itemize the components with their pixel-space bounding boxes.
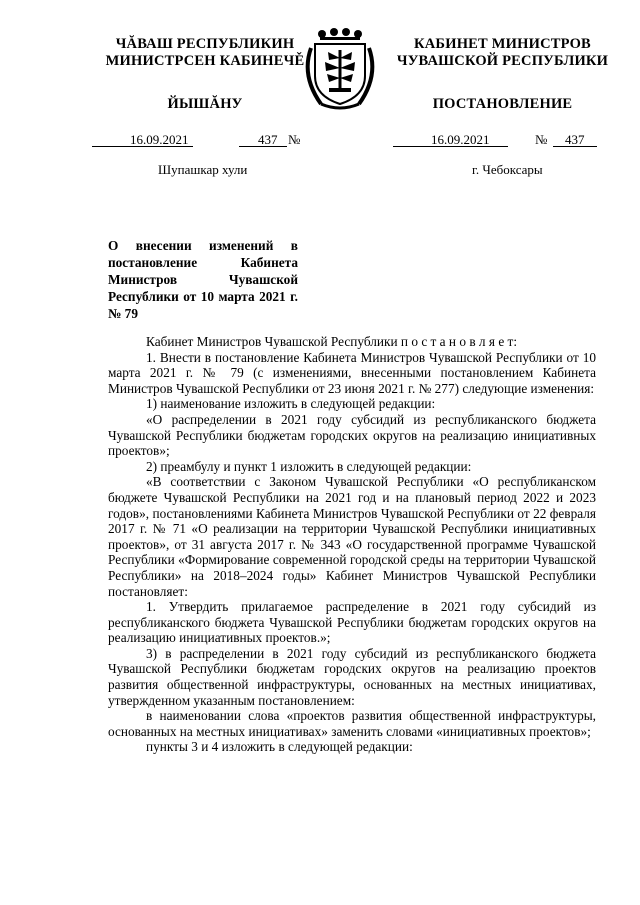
issuer-russian-line2: ЧУВАШСКОЙ РЕСПУБЛИКИ (396, 53, 609, 69)
paragraph: пункты 3 и 4 изложить в следующей редакции: (146, 739, 413, 755)
city-chuvash: Шупашкар хули (158, 162, 248, 177)
coat-of-arms-emblem (299, 26, 381, 112)
paragraph: «О распределении в 2021 году субсидий из республиканского бюджета Чувашской Республики бюджетам городских округов на реализацию инициативных проектов»; (108, 411, 596, 459)
paragraph: 1. Внести в постановление Кабинета Министров Чувашской Республики от 10 марта 2021 г. № 79 (с изменениями, внесенными постановлением Кабинета Министров Чувашской Республики от 23 июня 2021 г. № 277) следующие изменения: (108, 349, 596, 396)
issuer-chuvash-line2: МИНИСТРСЕН КАБИНЕЧĚ (105, 53, 305, 69)
paragraph: «В соответствии с Законом Чувашской Республики «О республиканском бюджете Чувашской Республики на 2021 год и на плановый период 2022 и 2023 годов», постановлениями Кабинета Министров Чувашской Республики от 22 февраля 2017 г. № 71 «О реализации на территории Чувашской Республики инициативных проектов», от 31 августа 2017 г. № 343 «О государственной программе Чувашской Республики «Формирование современной городской среды на территории Чувашской Республики» на 2018–2024 годы» Кабинет Министров Чувашской Республики постановляет: (108, 474, 596, 599)
issuer-chuvash-line1: ЧĂВАШ РЕСПУБЛИКИН (115, 36, 295, 52)
right-number-underline (553, 146, 597, 147)
right-date-underline (393, 146, 508, 147)
right-date: 16.09.2021 (431, 132, 490, 147)
document-subject: О внесении изменений в постановление Кабинета Министров Чувашской Республики от 10 марта 2021 г. № 79 (108, 238, 298, 321)
paragraph: 3) в распределении в 2021 году субсидий из республиканского бюджета Чувашской Республики бюджетам городских округов на реализацию проектов развития общественной инфраструктуры, основанных на местных инициативах, утвержденном указанным постановлением: (108, 645, 596, 708)
paragraph: в наименовании слова «проектов развития общественной инфраструктуры, основанных на местных инициативах» заменить словами «инициативных проектов»; (108, 708, 596, 739)
right-number-sign: № (535, 132, 548, 147)
right-number: 437 (565, 132, 585, 147)
left-number-underline (239, 146, 287, 147)
paragraph: 1) наименование изложить в следующей редакции: (146, 396, 436, 412)
paragraph: Кабинет Министров Чувашской Республики п о с т а н о в л я е т: (146, 334, 518, 349)
left-date-underline (92, 146, 193, 147)
left-date: 16.09.2021 (130, 132, 189, 147)
left-number: 437 (258, 132, 278, 147)
doc-type-chuvash: ЙЫШĂНУ (167, 96, 243, 112)
issuer-russian-line1: КАБИНЕТ МИНИСТРОВ (414, 36, 591, 52)
doc-type-russian: ПОСТАНОВЛЕНИЕ (432, 96, 573, 112)
issuer-russian (390, 36, 615, 112)
issuer-chuvash (95, 36, 315, 112)
paragraph: 1. Утвердить прилагаемое распределение в 2021 году субсидий из республиканского бюджета Чувашской Республики бюджетам городских округов на реализацию инициативных проектов.»; (108, 599, 596, 646)
document-body (108, 334, 596, 755)
left-number-sign: № (288, 132, 301, 147)
paragraph: 2) преамбулу и пункт 1 изложить в следующей редакции: (146, 458, 472, 474)
city-russian: г. Чебоксары (472, 162, 543, 177)
